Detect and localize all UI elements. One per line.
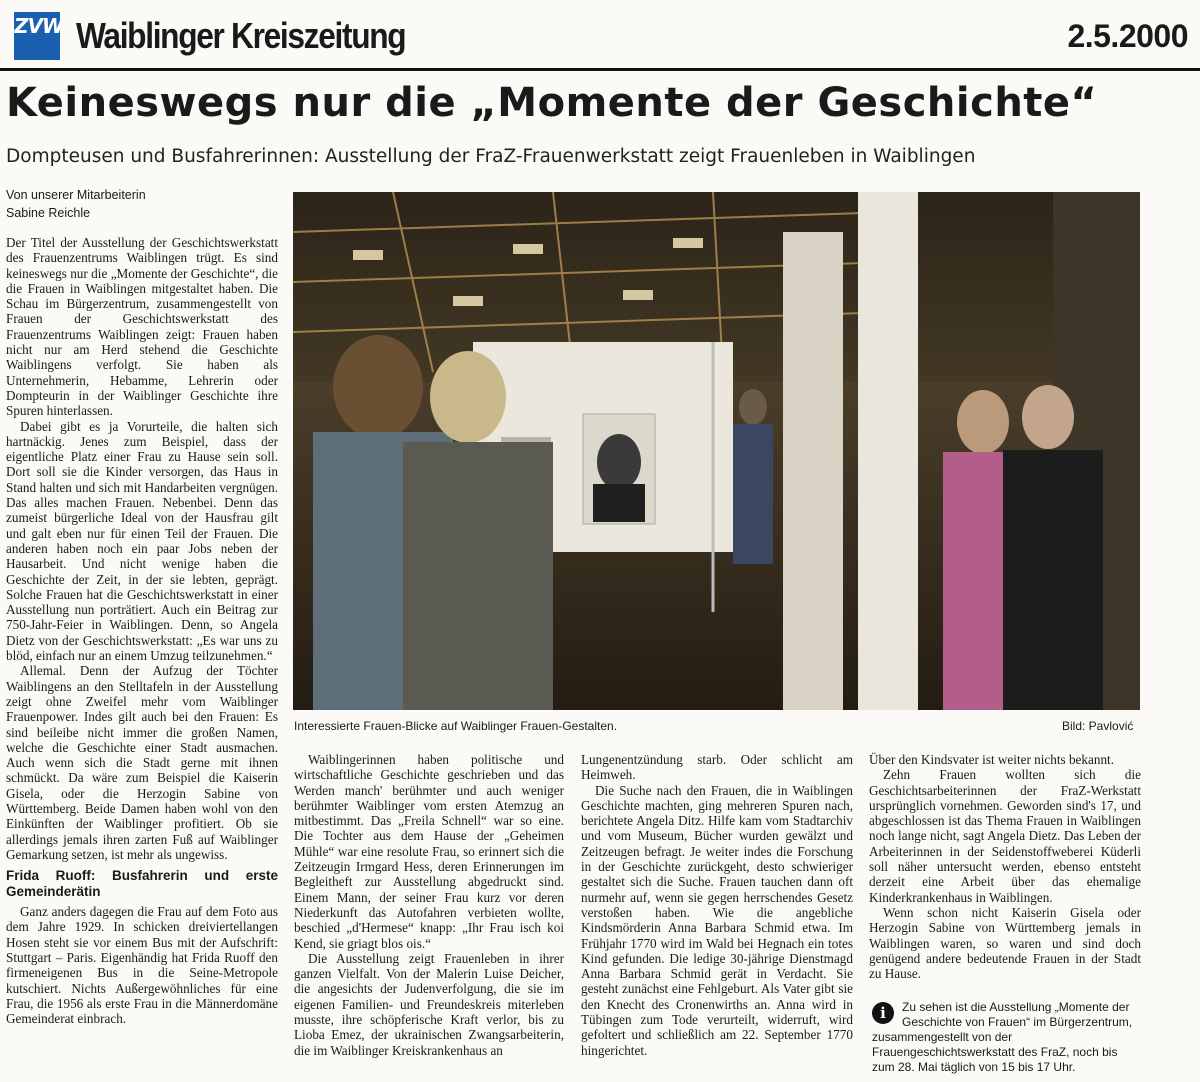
paragraph: Dabei gibt es ja Vorurteile, die halten sich hartnäckig. Jenes zum Beispiel, dass der eigentliche Platz einer Frau zu Hause sein soll. Dort soll sie die Kinder versorgen, das Haus in Stand halten und sich mit Handarbeiten vergnügen. Das alles machen Frauen. Nebenbei. Denn das zumeist bürgerliche Ideal von der Hausfrau gilt und galt eben nur für einen Teil der Frauen. Die anderen haben noch ein paar Jobs neben der Hausarbeit. Und nicht wenige haben die Geschichte der Zeit, in der sie lebten, geprägt. Solche Frauen hat die Geschichtswerkstatt in einer Ausstellung nun porträtiert. Auch ein Beitrag zur 750-Jahr-Feier in Waiblingen. Denn, so Angela Dietz von der Geschichtswerkstatt: „Es war uns zu blöd, einfach nur an einem Umzug teilzunehmen.“ <box>6 418 278 664</box>
paragraph: Zehn Frauen wollten sich die Geschichtsarbeiterinnen der FraZ-Werkstatt ursprünglich vornehmen. Geworden sind's 17, und abgeschlossen ist das Thema Frauen in Waiblingen noch lange nicht, sagt Angela Dietz. Das Leben der Arbeiterinnen in der Seidenstoffweberei Küderli soll näher untersucht werden, ebenso entsteht derzeit eine Arbeit über das ehemalige Kinderkrankenhaus in Waiblingen. <box>869 767 1141 905</box>
photo-illustration <box>293 192 1140 710</box>
article-headline: Keineswegs nur die „Momente der Geschichte“ <box>6 80 1098 126</box>
paragraph: Ganz anders dagegen die Frau auf dem Foto aus dem Jahre 1929. In schicken dreiviertellangen Hosen steht sie vor einem Bus mit der Aufschrift: Stuttgart – Paris. Eigenhändig hat Frida Ruoff den firmeneigenen Bus in die Seine-Metropole kutschiert. Nichts Außergewöhnliches für eine Frau, die 1956 als erste Frau in die Männerdomäne Gemeinderat einbrach. <box>6 904 278 1027</box>
article-column-2 <box>294 752 564 1077</box>
photo-credit: Bild: Pavlović <box>1062 719 1134 733</box>
paragraph: Die Suche nach den Frauen, die in Waiblingen Geschichte machten, ging mehreren Spuren nach, berichtete Angela Ditz. Hilfe kam vom Stadtarchiv und vom Museum, Bücher wurden gewälzt und Zeitzeugen befragt. Je weiter indes die Forschung in der Geschichte zurückgeht, desto schwieriger gestaltet sich die Suche. Frauen tauchen dann oft nurmehr auf, wenn sie gegen herrschendes Gesetz verstoßen haben. Wie die angebliche Kindsmörderin Anna Barbara Schmid etwa. Im Frühjahr 1770 wird im Wald bei Hegnach ein totes Kind gefunden. Die ledige 30-jährige Dienstmagd Anna Barbara Schmid gerät in Verdacht. Sie gesteht zunächst eine Fehlgeburt. Als Vater gibt sie den Knecht des Cronenwirths an. Anna wird in Tübingen zum Tode verurteilt, widerruft, wird gefoltert und schließlich am 22. September 1770 hingerichtet. <box>581 782 853 1058</box>
section-subhead: Frida Ruoff: Busfahrerin und erste Gemeinderätin <box>6 868 278 900</box>
paragraph: Waiblingerinnen haben politische und wirtschaftliche Geschichte geschrieben und das Werden manch' berühmter und auch weniger berühmter Waiblinger vom ersten Atemzug an mitbestimmt. Das „Freila Schnell“ war so eine. Die Tochter aus dem Hause der „Geheimen Mühle“ war eine resolute Frau, so erinnert sich die Zeitzeugin Irmgard Hess, deren Erinnerungen im Begleitheft zur Ausstellung abgedruckt sind. Einem Mann, der seiner Frau kurz vor deren Niederkunft das Autofahren verbieten wollte, beschied „d'Hermese“ knapp: „Ihr Frau isch koi Kend, sie griagt blos ois.“ <box>294 752 564 951</box>
byline-author: Sabine Reichle <box>6 206 91 220</box>
article-column-1 <box>6 235 278 1075</box>
paragraph: Über den Kindsvater ist weiter nichts bekannt. <box>869 752 1114 767</box>
article-column-3 <box>581 752 853 1077</box>
issue-date: 2.5.2000 <box>1067 18 1188 54</box>
paragraph: Allemal. Denn der Aufzug der Töchter Waiblingens an den Stelltafeln in der Ausstellung zeigt ohne Zweifel mehr vom Waiblinger Frauenpower. Indes gilt auch bei den Frauen: Es sind beileibe nicht immer die großen Namen, welche die Geschichte einer Stadt ausmachen. Auch wenn sich die Stadt gerne mit ihnen schmückt. Da wäre zum Beispiel die Kaiserin Gisela, oder die Herzogin Sabine von Württemberg. Beide Damen haben wohl von den Einkünften der Waiblinger profitiert. Ob sie allerdings jemals ihren zarten Fuß auf Waiblinger Gemarkung setzen, ist mehr als ungewiss. <box>6 663 278 862</box>
article-column-4 <box>869 752 1141 992</box>
logo-text: ZVW <box>14 14 64 38</box>
newspaper-logo <box>14 12 64 60</box>
paragraph: Der Titel der Ausstellung der Geschichtswerkstatt des Frauenzentrums Waiblingen trügt. Es sind keineswegs nur die „Momente der Geschichte“, die die Frauen in Waiblingen mitgestaltet haben. Die Schau im Bürgerzentrum, zusammengestellt von Frauen der Geschichtswerkstatt des Frauenzentrums Waiblingen zeigt: Frauen haben nicht nur am Herd stehend die Geschichte Waiblingens verfolgt. Sie haben als Unternehmerin, Hebamme, Lehrerin oder Dompteurin in der Waiblinger Geschichte ihre Spuren hinterlassen. <box>6 235 278 419</box>
info-text: Zu sehen ist die Ausstellung „Momente der Geschichte von Frauen“ im Bürgerzentrum, zusammengestellt von der Frauengeschichtswerkstatt des FraZ, noch bis zum 28. Mai täglich von 15 bis 17 Uhr. <box>872 1000 1133 1074</box>
paragraph: Die Ausstellung zeigt Frauenleben in ihrer ganzen Vielfalt. Von der Malerin Luise Deicher, die angesichts der Judenverfolgung, die sie im eigenen Familien- und Freundeskreis miterleben musste, ihre schöpferische Kraft verlor, bis zu Lioba Emez, der ukrainischen Zwangsarbeiterin, die im Waiblinger Kreiskrankenhaus an <box>294 950 564 1058</box>
newspaper-name: Waiblinger Kreiszeitung <box>76 15 406 56</box>
info-icon: i <box>872 1002 894 1024</box>
byline-role: Von unserer Mitarbeiterin <box>6 188 146 202</box>
article-subhead: Dompteusen und Busfahrerinnen: Ausstellung der FraZ-Frauenwerkstatt zeigt Frauenleben in Waiblingen <box>6 146 976 167</box>
photo-caption: Interessierte Frauen-Blicke auf Waiblinger Frauen-Gestalten. <box>294 719 618 733</box>
masthead-rule <box>0 68 1200 71</box>
exhibition-photo <box>293 192 1140 710</box>
paragraph: Lungenentzündung starb. Oder schlicht am Heimweh. <box>581 752 853 783</box>
paragraph: Wenn schon nicht Kaiserin Gisela oder Herzogin Sabine von Württemberg jemals in Waiblingen waren, so waren und sind doch genügend andere bedeutende Frauen in der Stadt zu Hause. <box>869 904 1141 982</box>
byline <box>6 186 276 222</box>
exhibition-info-box <box>872 1000 1142 1075</box>
